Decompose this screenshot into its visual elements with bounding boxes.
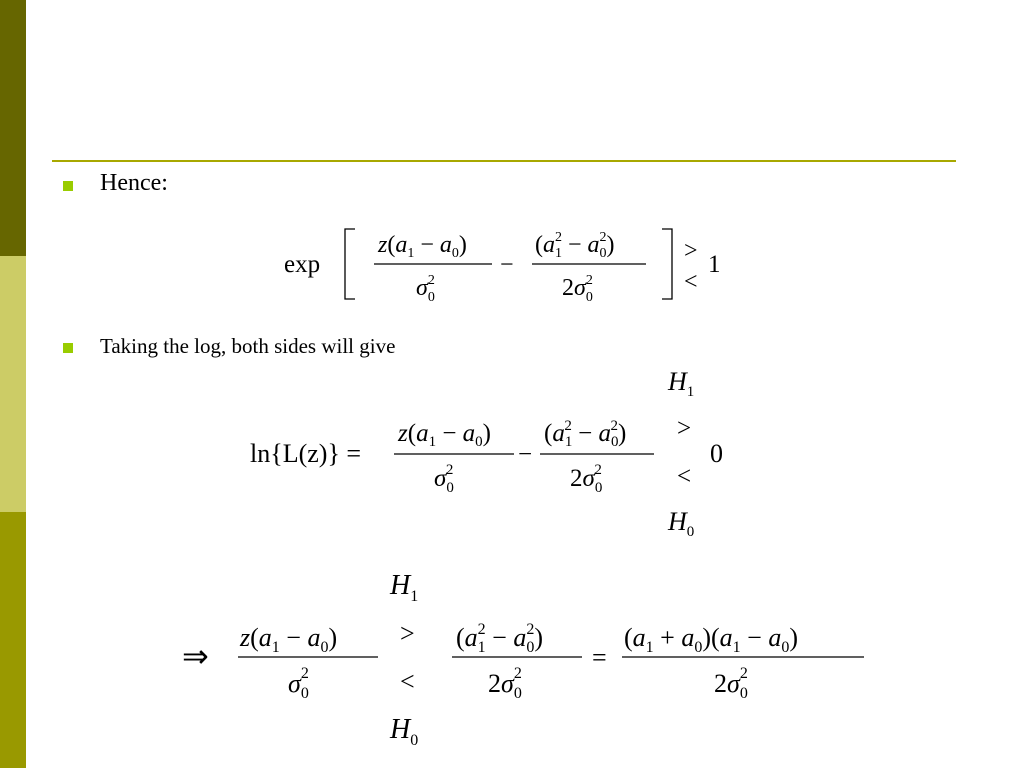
minus-sign-2: − — [518, 441, 533, 468]
frac5-denominator: $\sigma_02$ — [288, 665, 309, 702]
equation-log-likelihood — [250, 367, 723, 540]
right-bracket — [662, 229, 672, 299]
relation-less: < — [684, 269, 698, 295]
frac7-denominator: $2\sigma_02$ — [714, 665, 748, 702]
exp-function: exp — [284, 251, 321, 278]
relation-greater: > — [684, 238, 698, 264]
log-likelihood-lhs: ln{L(z)} = — [250, 439, 362, 468]
rhs-one: 1 — [708, 251, 721, 278]
hypothesis-h0-label: $H_0$ — [668, 507, 695, 540]
frac6-denominator: $2\sigma_02$ — [488, 665, 522, 702]
left-bracket — [345, 229, 355, 299]
bullet-text-taking-log: Taking the log, both sides will give — [100, 334, 396, 358]
minus-sign: − — [500, 252, 514, 278]
relation-greater-3: > — [400, 619, 415, 648]
frac3-denominator: $\sigma_02$ — [434, 462, 454, 496]
equals-sign: = — [592, 643, 607, 672]
relation-less-2: < — [677, 463, 692, 490]
equation-decision-rule — [182, 570, 864, 749]
frac3-numerator: $z(a_1 - a_0)$ — [398, 420, 491, 450]
frac1-numerator: $z(a_1 - a_0)$ — [378, 232, 467, 261]
hypothesis-h1-label: $H_1$ — [668, 367, 695, 400]
hypothesis-h0-label-2: $H_0$ — [390, 714, 419, 749]
frac6-numerator: $(a_12 - a_02)$ — [456, 621, 544, 656]
bullet-text-hence: Hence: — [100, 170, 168, 196]
frac5-numerator: $z(a_1 - a_0)$ — [240, 623, 338, 656]
hypothesis-h1-label-2: $H_1$ — [390, 570, 419, 605]
frac4-denominator: $2\sigma_02$ — [570, 462, 603, 496]
frac7-numerator: $(a_1 + a_0)(a_1 - a_0)$ — [624, 623, 799, 656]
frac1-denominator: $\sigma_02$ — [416, 273, 435, 305]
relation-less-3: < — [400, 667, 415, 696]
frac2-numerator: $(a_12 - a_02)$ — [535, 230, 615, 261]
equation-exp — [284, 229, 721, 305]
rhs-zero: 0 — [710, 439, 723, 468]
frac2-denominator: $2\sigma_02$ — [562, 273, 593, 305]
implies-arrow: ⇒ — [182, 638, 209, 674]
frac4-numerator: $(a_12 - a_02)$ — [544, 418, 627, 450]
relation-greater-2: > — [677, 415, 692, 442]
